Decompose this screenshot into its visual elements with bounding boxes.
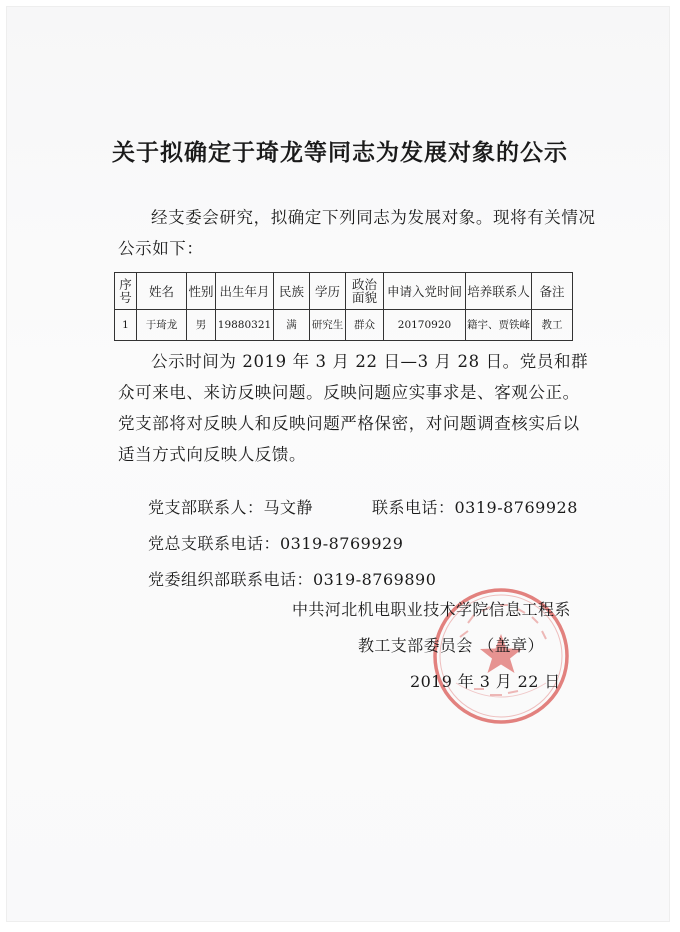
- candidate-table: [114, 272, 573, 341]
- cell-ethnicity: 满: [274, 310, 310, 341]
- header-cell: 申请入党时间: [384, 273, 466, 310]
- cell-index: 1: [115, 310, 137, 341]
- table-header-row: [115, 273, 573, 310]
- signature-date: 2019 年 3 月 22 日: [410, 672, 561, 691]
- header-cell: 民族: [274, 273, 310, 310]
- header-cell: 培养联系人: [466, 273, 532, 310]
- header-cell: 政治面貌: [346, 273, 384, 310]
- notice-paragraph: [118, 346, 596, 470]
- signature-committee: 教工支部委员会 （盖章）: [358, 636, 544, 655]
- branch-contact-phone: 联系电话：0319-8769928: [372, 498, 578, 517]
- general-branch-phone: 党总支联系电话：0319-8769929: [148, 534, 404, 553]
- header-cell: 序号: [115, 273, 137, 310]
- cell-remark: 教工: [532, 310, 573, 341]
- table-row: [115, 310, 573, 341]
- cell-mentors: 籍宇、贾铁峰: [466, 310, 532, 341]
- cell-gender: 男: [187, 310, 216, 341]
- cell-education: 研究生: [310, 310, 346, 341]
- cell-name: 于琦龙: [137, 310, 187, 341]
- header-cell: 姓名: [137, 273, 187, 310]
- cell-birth: 19880321: [216, 310, 274, 341]
- header-cell: 性别: [187, 273, 216, 310]
- header-cell: 出生年月: [216, 273, 274, 310]
- intro-paragraph: [118, 202, 596, 264]
- org-dept-phone: 党委组织部联系电话：0319-8769890: [148, 570, 437, 589]
- document-title: 关于拟确定于琦龙等同志为发展对象的公示: [112, 139, 568, 166]
- cell-application-date: 20170920: [384, 310, 466, 341]
- header-cell: 备注: [532, 273, 573, 310]
- intro-text: 经支委会研究，拟确定下列同志为发展对象。现将有关情况公示如下：: [118, 208, 596, 258]
- branch-contact-person: 党支部联系人：马文静: [148, 498, 314, 517]
- cell-political-status: 群众: [346, 310, 384, 341]
- signature-organization: 中共河北机电职业技术学院信息工程系: [292, 600, 571, 619]
- notice-text: 公示时间为 2019 年 3 月 22 日—3 月 28 日。党员和群众可来电、来访反映问题。反映问题应实事求是、客观公正。党支部将对反映人和反映问题严格保密，对问题调查核实后以适当方式向反映人反馈。: [118, 352, 589, 464]
- header-cell: 学历: [310, 273, 346, 310]
